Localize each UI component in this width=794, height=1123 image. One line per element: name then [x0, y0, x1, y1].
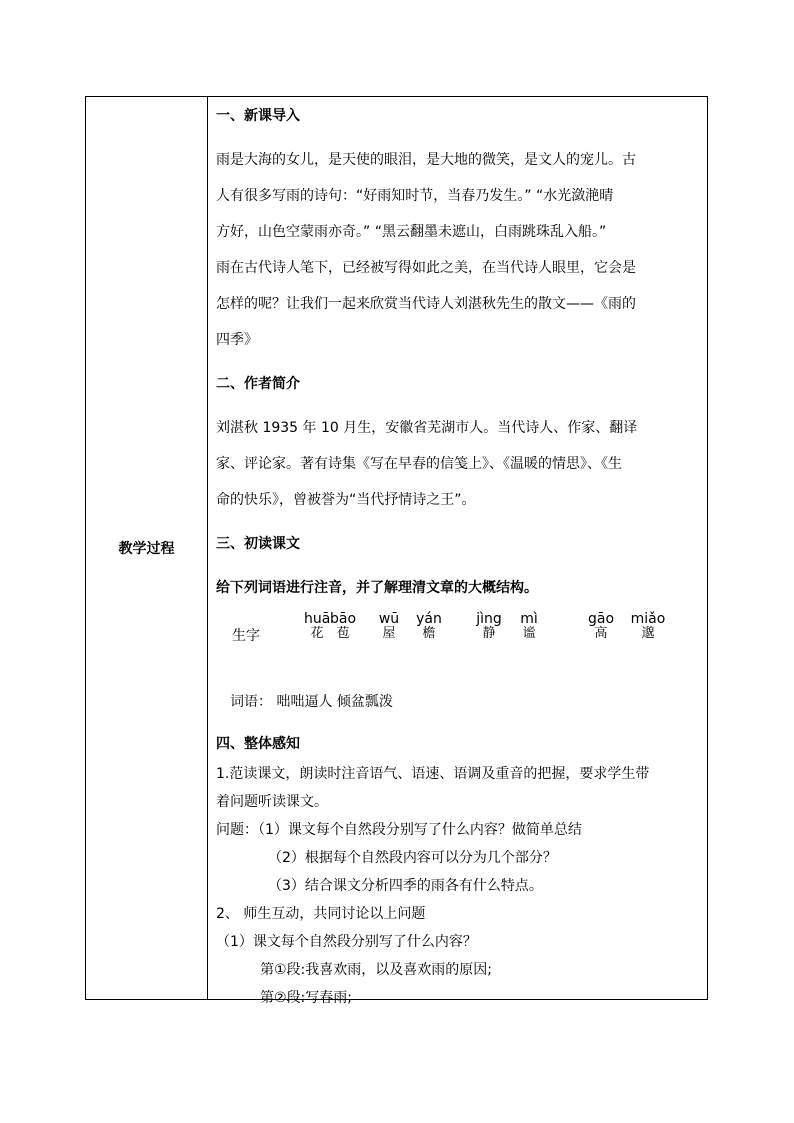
section-1-title: 一、新课导入 — [216, 108, 300, 124]
ruby-char: yán 檐 — [416, 611, 442, 641]
s4-line: 第②段:写春雨; — [260, 990, 352, 1006]
s1-line: 雨是大海的女儿，是天使的眼泪，是大地的微笑，是文人的宠儿。古 — [216, 152, 636, 168]
ruby-char: mì 谧 — [520, 611, 538, 641]
ruby-char: wū 屋 — [378, 611, 400, 641]
s4-line: 1.范读课文，朗读时注音语气、语速、语调及重音的把握，要求学生带 — [216, 766, 650, 782]
row-label: 教学过程 — [118, 541, 175, 557]
section-4-title: 四、整体感知 — [216, 736, 300, 752]
s1-line: 四季》 — [216, 332, 258, 348]
s2-line: 命的快乐》，曾被誉为“当代抒情诗之王”。 — [216, 492, 476, 508]
s1-line: 方好，山色空蒙雨亦奇。” “黑云翻墨未遮山，白雨跳珠乱入船。” — [216, 224, 607, 240]
s1-line: 雨在古代诗人笔下，已经被写得如此之美，在当代诗人眼里，它会是 — [216, 260, 636, 276]
s4-line: 问题：（1）课文每个自然段分别写了什么内容？做简单总结 — [216, 822, 582, 838]
ruby-char: gāo 高 — [587, 611, 615, 641]
column-divider — [207, 97, 208, 999]
section-3-title: 三、初读课文 — [216, 536, 300, 552]
section-3-task: 给下列词语进行注音，并了解理清文章的大概结构。 — [216, 580, 538, 596]
ruby-char: miǎo 邈 — [630, 611, 666, 641]
ruby-char: bāo 苞 — [330, 611, 357, 641]
s4-line: （2）根据每个自然段内容可以分为几个部分？ — [268, 850, 557, 866]
ruby-char: huā 花 — [304, 611, 331, 641]
lesson-table — [85, 96, 708, 1006]
s1-line: 怎样的呢？让我们一起来欣赏当代诗人刘湛秋先生的散文——《雨的 — [216, 296, 636, 312]
s4-line: 第①段:我喜欢雨，以及喜欢雨的原因; — [260, 962, 492, 978]
section-2-title: 二、作者简介 — [216, 376, 300, 392]
ciyu-line: 词语： 咄咄逼人 倾盆瓢泼 — [230, 694, 393, 710]
s1-line: 人有很多写雨的诗句：“好雨知时节，当春乃发生。” “水光潋滟晴 — [216, 188, 614, 204]
shengzi-label: 生字 — [232, 628, 260, 644]
s4-line: 着问题听读课文。 — [216, 794, 328, 810]
ruby-char: jìng 静 — [476, 611, 502, 641]
s4-line: 2、 师生互动，共同讨论以上问题 — [216, 906, 426, 922]
s2-line: 家、评论家。著有诗集《写在早春的信笺上》、《温暖的情思》、《生 — [216, 456, 622, 472]
s2-line: 刘湛秋 1935 年 10 月生，安徽省芜湖市人。当代诗人、作家、翻译 — [216, 420, 638, 436]
s4-line: （1）课文每个自然段分别写了什么内容？ — [216, 934, 477, 950]
s4-line: （3）结合课文分析四季的雨各有什么特点。 — [268, 878, 543, 894]
